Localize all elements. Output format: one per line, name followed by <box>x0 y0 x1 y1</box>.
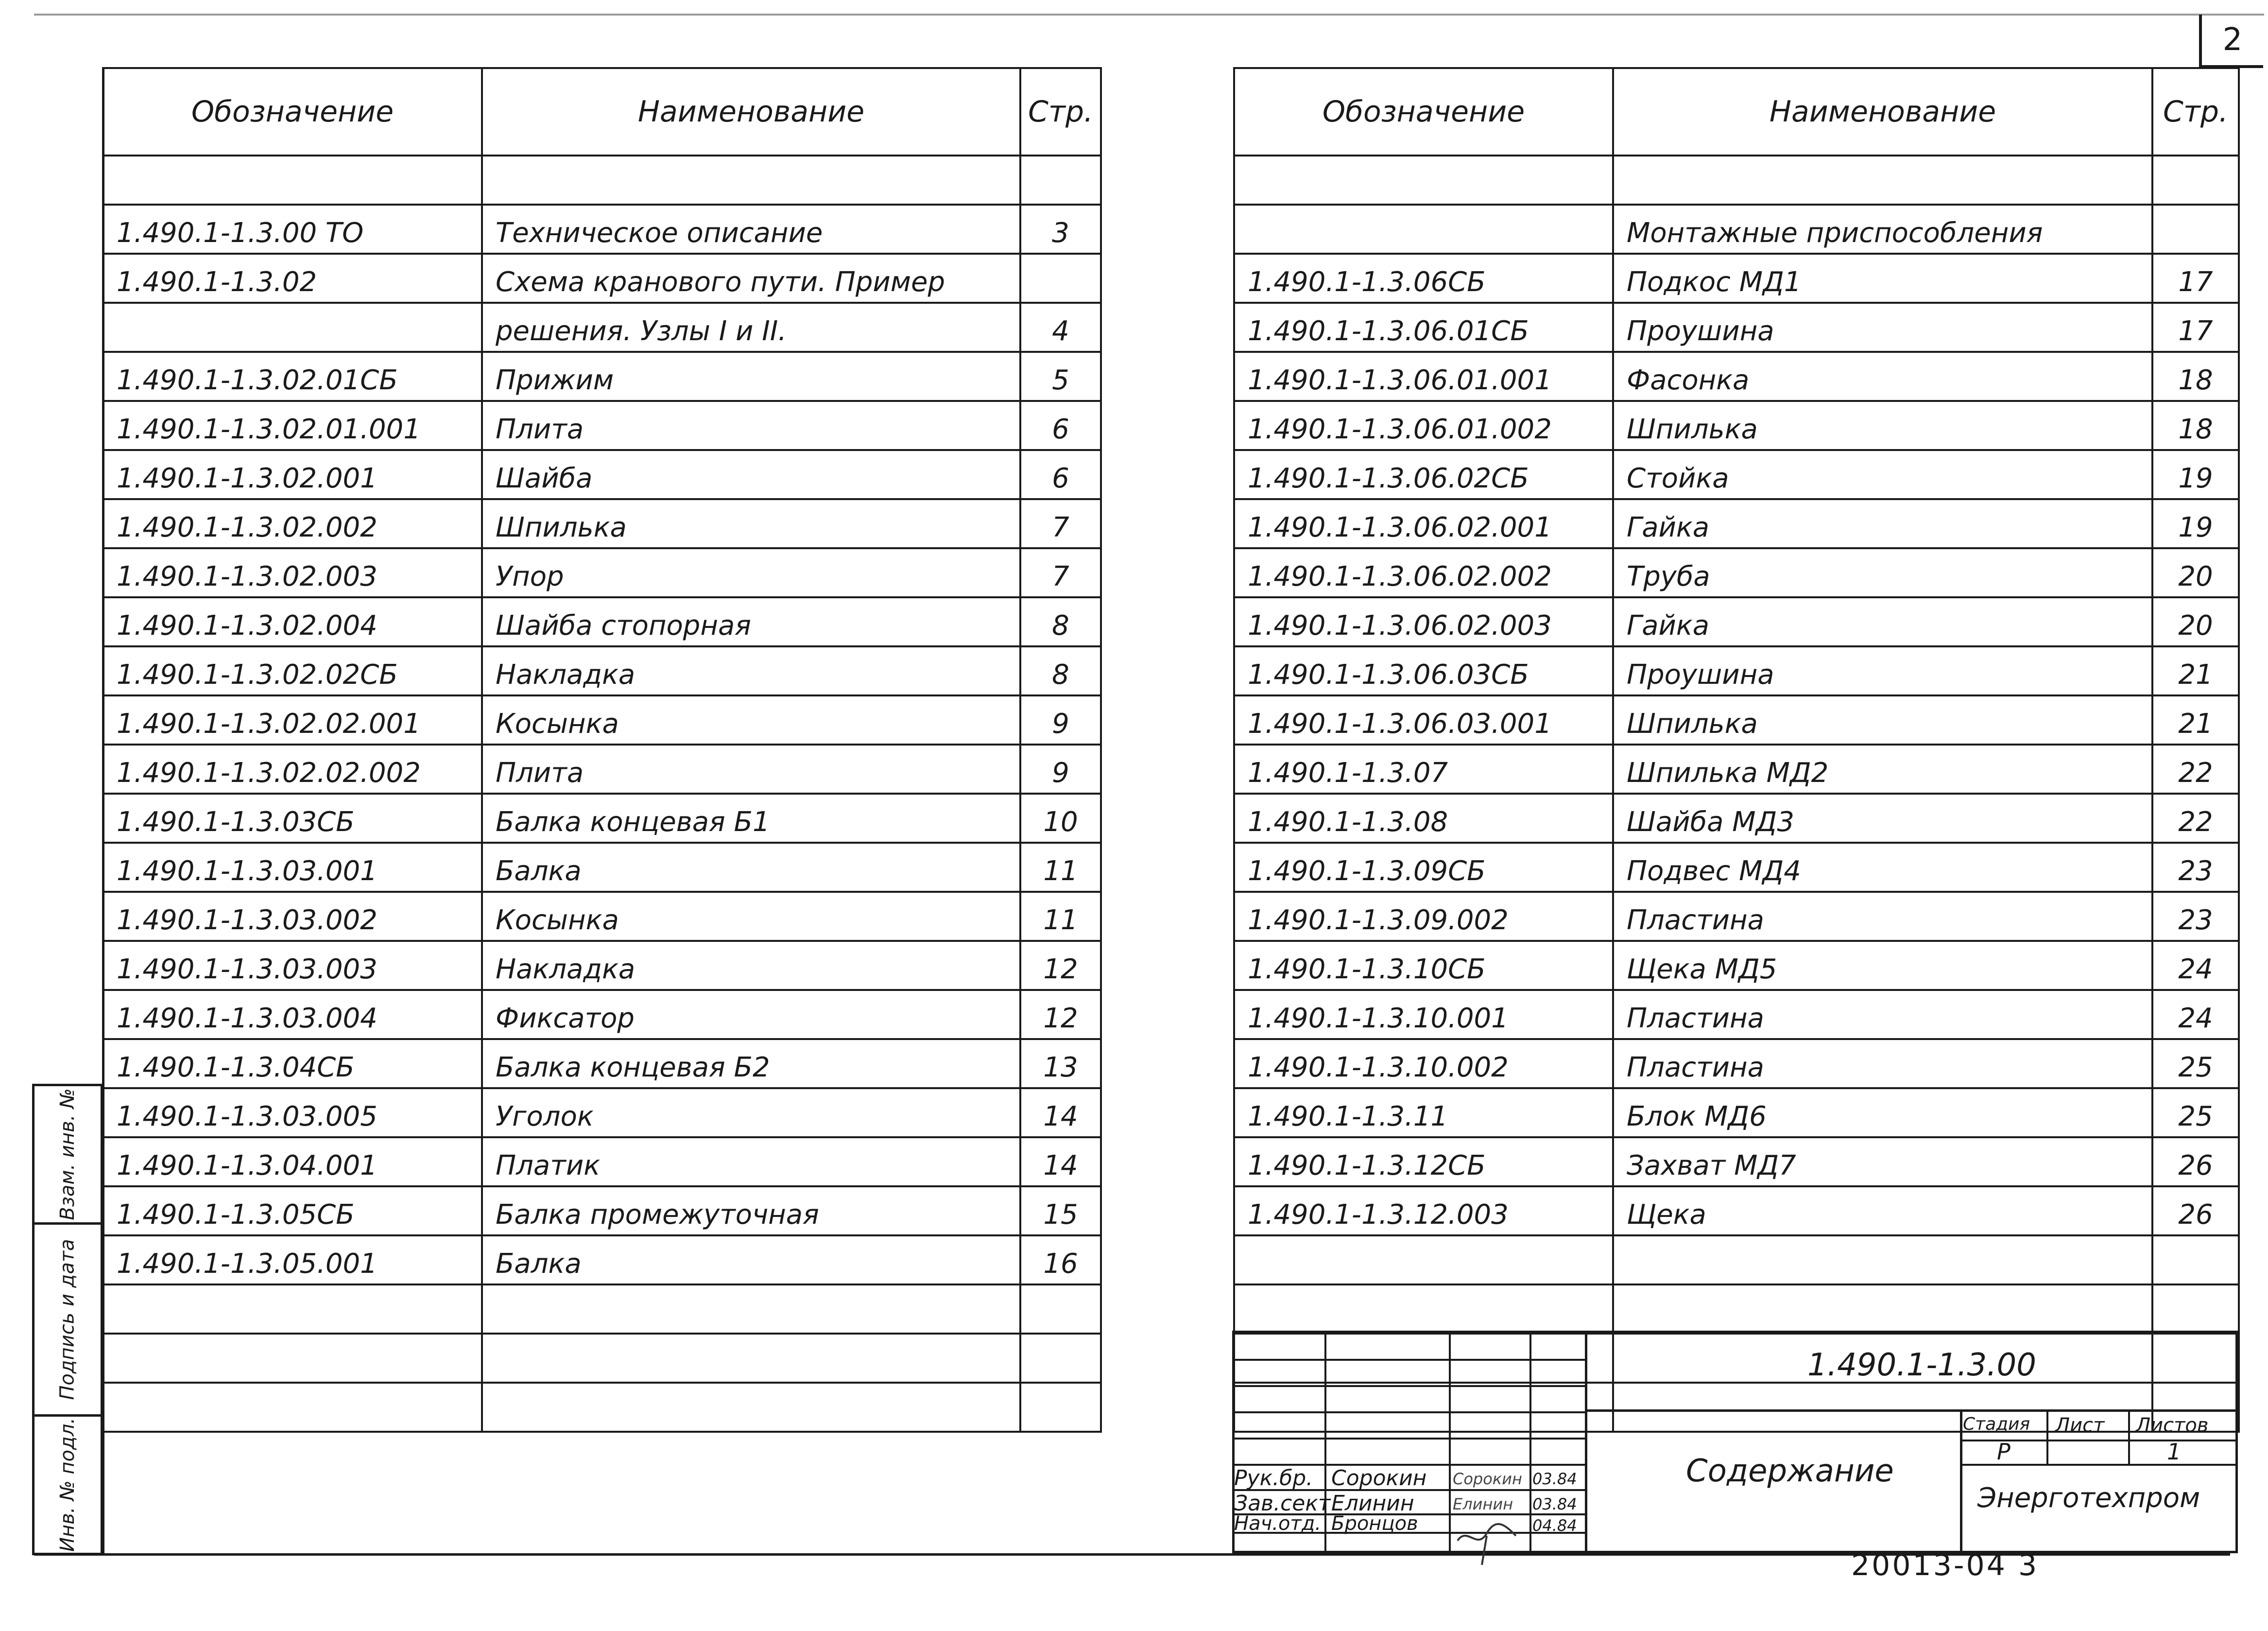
right-cell-name: Шпилька <box>1613 401 2152 450</box>
signature-scribble-icon <box>1453 1507 1526 1570</box>
left-cell-name: Шайба <box>482 450 1020 499</box>
title-block-stage-col <box>2046 1409 2048 1465</box>
left-cell-page: 8 <box>1020 646 1101 695</box>
left-table-row <box>103 695 1101 745</box>
signatory-name-3: Бронцов <box>1331 1512 1418 1535</box>
title-block-row-line <box>1232 1385 1587 1387</box>
right-header-designation: Обозначение <box>1234 68 1613 156</box>
sheet-label: Лист <box>2055 1414 2105 1437</box>
right-table-row <box>1234 794 2239 843</box>
right-table-row <box>1234 990 2239 1039</box>
left-cell-name: Шпилька <box>482 499 1020 548</box>
left-header-name: Наименование <box>482 68 1020 156</box>
side-stamp-inventory-replacement-text: Взам. инв. № <box>56 1088 79 1220</box>
left-cell-designation: 1.490.1-1.3.02.002 <box>103 499 482 548</box>
right-cell-page: 23 <box>2152 843 2239 892</box>
right-cell-designation: 1.490.1-1.3.09.002 <box>1234 892 1613 941</box>
right-cell-page: 22 <box>2152 794 2239 843</box>
left-table-row <box>103 205 1101 254</box>
right-blank-cell <box>1613 156 2152 205</box>
left-cell-name <box>482 1284 1020 1334</box>
left-table-row <box>103 1186 1101 1235</box>
left-table-row <box>103 1137 1101 1186</box>
document-title: Содержание <box>1686 1453 1894 1489</box>
title-block-stage-col <box>2128 1409 2130 1465</box>
right-cell-name: Проушина <box>1613 303 2152 352</box>
right-cell-name: Фасонка <box>1613 352 2152 401</box>
title-block-row-line <box>1232 1359 1587 1361</box>
right-cell-name: Подкос МД1 <box>1613 254 2152 303</box>
right-cell-name: Пластина <box>1613 990 2152 1039</box>
right-cell-page: 18 <box>2152 401 2239 450</box>
left-cell-page: 6 <box>1020 450 1101 499</box>
signatory-role-2: Зав.сект. <box>1234 1491 1338 1516</box>
left-blank-cell <box>1020 156 1101 205</box>
right-cell-designation: 1.490.1-1.3.09СБ <box>1234 843 1613 892</box>
left-cell-name: Платик <box>482 1137 1020 1186</box>
left-cell-designation <box>103 1383 482 1432</box>
right-table-row <box>1234 401 2239 450</box>
side-stamp-inventory-replacement <box>32 1084 103 1225</box>
right-cell-name: Шпилька <box>1613 695 2152 745</box>
left-cell-name <box>482 1334 1020 1383</box>
signatory-signature-2: Елинин <box>1453 1495 1513 1513</box>
right-cell-designation: 1.490.1-1.3.10.001 <box>1234 990 1613 1039</box>
right-cell-designation: 1.490.1-1.3.06.01.001 <box>1234 352 1613 401</box>
left-table-row <box>103 990 1101 1039</box>
right-cell-designation: 1.490.1-1.3.07 <box>1234 745 1613 794</box>
right-cell-name: Захват МД7 <box>1613 1137 2152 1186</box>
right-cell-page: 22 <box>2152 745 2239 794</box>
right-cell-designation: 1.490.1-1.3.06.03.001 <box>1234 695 1613 745</box>
side-stamp-signature-date <box>32 1222 103 1417</box>
right-cell-name: Подвес МД4 <box>1613 843 2152 892</box>
left-cell-name: Плита <box>482 401 1020 450</box>
stage-value: Р <box>1997 1439 2010 1465</box>
right-cell-page: 19 <box>2152 499 2239 548</box>
left-cell-page: 7 <box>1020 548 1101 597</box>
left-blank-cell <box>103 156 482 205</box>
right-cell-designation: 1.490.1-1.3.10.002 <box>1234 1039 1613 1088</box>
right-contents-table <box>1233 67 2240 1433</box>
sheet-top-border <box>34 14 2264 16</box>
title-block-row-line <box>1232 1438 1587 1440</box>
left-cell-page: 3 <box>1020 205 1101 254</box>
right-header-page: Стр. <box>2152 68 2239 156</box>
left-cell-page: 11 <box>1020 843 1101 892</box>
left-contents-table <box>102 67 1102 1433</box>
left-table-row <box>103 1039 1101 1088</box>
left-cell-name: решения. Узлы I и II. <box>482 303 1020 352</box>
right-table-row <box>1234 1039 2239 1088</box>
right-cell-name: Гайка <box>1613 597 2152 646</box>
right-cell-page: 18 <box>2152 352 2239 401</box>
right-table-row <box>1234 597 2239 646</box>
left-cell-designation <box>103 1334 482 1383</box>
right-cell-name: Шайба МД3 <box>1613 794 2152 843</box>
left-cell-name: Косынка <box>482 892 1020 941</box>
left-cell-designation <box>103 303 482 352</box>
right-cell-page: 26 <box>2152 1137 2239 1186</box>
left-cell-designation: 1.490.1-1.3.02.004 <box>103 597 482 646</box>
left-cell-page: 14 <box>1020 1137 1101 1186</box>
left-cell-designation: 1.490.1-1.3.05СБ <box>103 1186 482 1235</box>
right-cell-page: 25 <box>2152 1039 2239 1088</box>
left-cell-name: Балка промежуточная <box>482 1186 1020 1235</box>
left-cell-name: Балка <box>482 1235 1020 1284</box>
right-cell-designation: 1.490.1-1.3.06.02.002 <box>1234 548 1613 597</box>
left-table-row <box>103 548 1101 597</box>
left-cell-name: Схема кранового пути. Пример <box>482 254 1020 303</box>
right-blank-cell <box>1234 156 1613 205</box>
title-block-stage-col <box>1960 1409 1962 1551</box>
right-cell-designation: 1.490.1-1.3.06.03СБ <box>1234 646 1613 695</box>
right-cell-designation: 1.490.1-1.3.12СБ <box>1234 1137 1613 1186</box>
archive-number: 20013-04 3 <box>1851 1548 2039 1582</box>
document-code: 1.490.1-1.3.00 <box>1807 1347 2036 1383</box>
sheets-label: Листов <box>2136 1414 2209 1437</box>
right-table-row <box>1234 646 2239 695</box>
right-table-row <box>1234 254 2239 303</box>
right-table-row <box>1234 745 2239 794</box>
right-cell-name: Проушина <box>1613 646 2152 695</box>
left-cell-page: 11 <box>1020 892 1101 941</box>
sheets-value: 1 <box>2167 1439 2182 1465</box>
left-cell-page: 6 <box>1020 401 1101 450</box>
left-cell-page: 10 <box>1020 794 1101 843</box>
signatory-role-1: Рук.бр. <box>1234 1466 1313 1491</box>
left-cell-designation: 1.490.1-1.3.02.01.001 <box>103 401 482 450</box>
left-table-row <box>103 352 1101 401</box>
left-cell-designation: 1.490.1-1.3.02.001 <box>103 450 482 499</box>
title-block-col-line <box>1529 1331 1531 1553</box>
right-table-row <box>1234 941 2239 990</box>
right-table-row <box>1234 450 2239 499</box>
right-cell-designation: 1.490.1-1.3.10СБ <box>1234 941 1613 990</box>
left-table-row <box>103 646 1101 695</box>
sheet-number-value: 2 <box>2222 22 2243 58</box>
left-cell-designation: 1.490.1-1.3.04.001 <box>103 1137 482 1186</box>
right-table-row <box>1234 1088 2239 1137</box>
left-cell-name: Прижим <box>482 352 1020 401</box>
right-cell-designation: 1.490.1-1.3.11 <box>1234 1088 1613 1137</box>
right-cell-designation: 1.490.1-1.3.12.003 <box>1234 1186 1613 1235</box>
right-cell-page <box>2152 205 2239 254</box>
title-block-code-line <box>1585 1409 2238 1412</box>
right-cell-page: 25 <box>2152 1088 2239 1137</box>
left-cell-page: 5 <box>1020 352 1101 401</box>
left-cell-designation: 1.490.1-1.3.00 ТО <box>103 205 482 254</box>
left-cell-designation: 1.490.1-1.3.02.02СБ <box>103 646 482 695</box>
right-cell-page: 21 <box>2152 695 2239 745</box>
left-cell-name: Фиксатор <box>482 990 1020 1039</box>
title-block-col-line <box>1324 1331 1326 1553</box>
right-cell-designation: 1.490.1-1.3.06.01.002 <box>1234 401 1613 450</box>
right-cell-page: 20 <box>2152 548 2239 597</box>
right-cell-page: 24 <box>2152 990 2239 1039</box>
right-cell-designation <box>1234 205 1613 254</box>
left-cell-designation: 1.490.1-1.3.03СБ <box>103 794 482 843</box>
title-block-col-line <box>1449 1331 1451 1553</box>
stage-label: Стадия <box>1963 1414 2030 1434</box>
left-cell-designation: 1.490.1-1.3.02.01СБ <box>103 352 482 401</box>
right-cell-page: 19 <box>2152 450 2239 499</box>
left-cell-page: 9 <box>1020 695 1101 745</box>
signatory-signature-1: Сорокин <box>1453 1470 1522 1488</box>
right-cell-name: Гайка <box>1613 499 2152 548</box>
left-table-row <box>103 843 1101 892</box>
right-cell-designation: 1.490.1-1.3.06.02.003 <box>1234 597 1613 646</box>
right-table-row <box>1234 548 2239 597</box>
right-cell-designation <box>1234 1235 1613 1284</box>
right-cell-page: 17 <box>2152 254 2239 303</box>
right-cell-page: 17 <box>2152 303 2239 352</box>
left-table-row <box>103 303 1101 352</box>
right-cell-page: 26 <box>2152 1186 2239 1235</box>
left-cell-designation: 1.490.1-1.3.03.001 <box>103 843 482 892</box>
right-header-name: Наименование <box>1613 68 2152 156</box>
left-cell-name: Косынка <box>482 695 1020 745</box>
right-table-row <box>1234 499 2239 548</box>
left-table-row <box>103 597 1101 646</box>
side-stamp-signature-date-text: Подпись и дата <box>56 1239 79 1400</box>
title-block-row-line <box>1232 1411 1587 1413</box>
right-cell-designation: 1.490.1-1.3.06СБ <box>1234 254 1613 303</box>
left-cell-page <box>1020 1334 1101 1383</box>
left-table-row <box>103 450 1101 499</box>
right-table-row <box>1234 352 2239 401</box>
left-cell-designation: 1.490.1-1.3.05.001 <box>103 1235 482 1284</box>
right-cell-name <box>1613 1284 2152 1334</box>
left-cell-designation: 1.490.1-1.3.03.003 <box>103 941 482 990</box>
right-cell-name: Монтажные приспособления <box>1613 205 2152 254</box>
left-table-row <box>103 401 1101 450</box>
sheet-number <box>2199 15 2263 68</box>
title-block-col-line <box>1585 1331 1587 1553</box>
right-cell-name <box>1613 1235 2152 1284</box>
left-table-blank-row <box>103 156 1101 205</box>
right-cell-page <box>2152 1284 2239 1334</box>
left-cell-page: 4 <box>1020 303 1101 352</box>
left-table-row <box>103 794 1101 843</box>
left-cell-page <box>1020 1383 1101 1432</box>
right-cell-designation <box>1234 1284 1613 1334</box>
left-table-row <box>103 254 1101 303</box>
left-cell-designation: 1.490.1-1.3.02.003 <box>103 548 482 597</box>
left-cell-name: Уголок <box>482 1088 1020 1137</box>
right-table-row <box>1234 1235 2239 1284</box>
left-cell-designation: 1.490.1-1.3.03.004 <box>103 990 482 1039</box>
left-cell-name: Шайба стопорная <box>482 597 1020 646</box>
right-table-row <box>1234 843 2239 892</box>
right-blank-cell <box>2152 156 2239 205</box>
left-cell-page: 7 <box>1020 499 1101 548</box>
right-cell-page <box>2152 1235 2239 1284</box>
right-table-row <box>1234 1137 2239 1186</box>
right-cell-designation: 1.490.1-1.3.06.02.001 <box>1234 499 1613 548</box>
right-table-row <box>1234 695 2239 745</box>
left-cell-page: 8 <box>1020 597 1101 646</box>
right-cell-name: Пластина <box>1613 1039 2152 1088</box>
right-table-header-row <box>1234 68 2239 156</box>
left-cell-name: Упор <box>482 548 1020 597</box>
left-cell-page <box>1020 254 1101 303</box>
left-cell-name: Техническое описание <box>482 205 1020 254</box>
signatory-date-3: 04.84 <box>1532 1516 1577 1535</box>
left-cell-designation <box>103 1284 482 1334</box>
left-table-row <box>103 1284 1101 1334</box>
right-table-row <box>1234 1186 2239 1235</box>
left-table-row <box>103 892 1101 941</box>
right-cell-page: 21 <box>2152 646 2239 695</box>
left-cell-designation: 1.490.1-1.3.04СБ <box>103 1039 482 1088</box>
right-cell-designation: 1.490.1-1.3.06.02СБ <box>1234 450 1613 499</box>
left-cell-page: 12 <box>1020 941 1101 990</box>
left-cell-name: Плита <box>482 745 1020 794</box>
signatory-name-1: Сорокин <box>1331 1466 1427 1491</box>
left-table-row <box>103 1088 1101 1137</box>
side-stamp-inventory-original-text: Инв. № подл. <box>56 1418 79 1552</box>
left-table-header-row <box>103 68 1101 156</box>
left-cell-page: 13 <box>1020 1039 1101 1088</box>
left-cell-designation: 1.490.1-1.3.02.02.001 <box>103 695 482 745</box>
right-cell-page: 23 <box>2152 892 2239 941</box>
left-header-designation: Обозначение <box>103 68 482 156</box>
signatory-name-2: Елинин <box>1331 1491 1414 1516</box>
left-table-row <box>103 1334 1101 1383</box>
left-cell-page: 15 <box>1020 1186 1101 1235</box>
left-table-row <box>103 499 1101 548</box>
right-cell-designation: 1.490.1-1.3.06.01СБ <box>1234 303 1613 352</box>
right-table-row <box>1234 1284 2239 1334</box>
right-cell-name: Шпилька МД2 <box>1613 745 2152 794</box>
left-cell-name: Накладка <box>482 941 1020 990</box>
left-cell-designation: 1.490.1-1.3.02.02.002 <box>103 745 482 794</box>
left-cell-page: 14 <box>1020 1088 1101 1137</box>
right-cell-name: Стойка <box>1613 450 2152 499</box>
right-table-row <box>1234 205 2239 254</box>
right-cell-name: Щека <box>1613 1186 2152 1235</box>
left-table-row <box>103 1383 1101 1432</box>
left-cell-name: Балка концевая Б1 <box>482 794 1020 843</box>
left-cell-name: Балка <box>482 843 1020 892</box>
signatory-role-3: Нач.отд. <box>1234 1512 1322 1535</box>
organization-name: Энерготехпром <box>1977 1482 2200 1514</box>
left-blank-cell <box>482 156 1020 205</box>
left-table-row <box>103 941 1101 990</box>
left-header-page: Стр. <box>1020 68 1101 156</box>
left-cell-name: Накладка <box>482 646 1020 695</box>
right-cell-name: Пластина <box>1613 892 2152 941</box>
left-cell-designation: 1.490.1-1.3.03.002 <box>103 892 482 941</box>
left-cell-name: Балка концевая Б2 <box>482 1039 1020 1088</box>
right-cell-page: 20 <box>2152 597 2239 646</box>
right-table-row <box>1234 303 2239 352</box>
right-cell-name: Труба <box>1613 548 2152 597</box>
signatory-date-1: 03.84 <box>1532 1470 1577 1488</box>
left-table-row <box>103 1235 1101 1284</box>
left-table-row <box>103 745 1101 794</box>
right-cell-page: 24 <box>2152 941 2239 990</box>
right-cell-designation: 1.490.1-1.3.08 <box>1234 794 1613 843</box>
right-cell-name: Блок МД6 <box>1613 1088 2152 1137</box>
side-stamp-inventory-original <box>32 1414 103 1555</box>
left-cell-page: 9 <box>1020 745 1101 794</box>
right-table-row <box>1234 892 2239 941</box>
right-cell-name: Щека МД5 <box>1613 941 2152 990</box>
right-table-blank-row <box>1234 156 2239 205</box>
signatory-date-2: 03.84 <box>1532 1495 1577 1513</box>
left-cell-designation: 1.490.1-1.3.03.005 <box>103 1088 482 1137</box>
left-cell-name <box>482 1383 1020 1432</box>
left-cell-page: 16 <box>1020 1235 1101 1284</box>
left-cell-page <box>1020 1284 1101 1334</box>
left-cell-page: 12 <box>1020 990 1101 1039</box>
left-cell-designation: 1.490.1-1.3.02 <box>103 254 482 303</box>
